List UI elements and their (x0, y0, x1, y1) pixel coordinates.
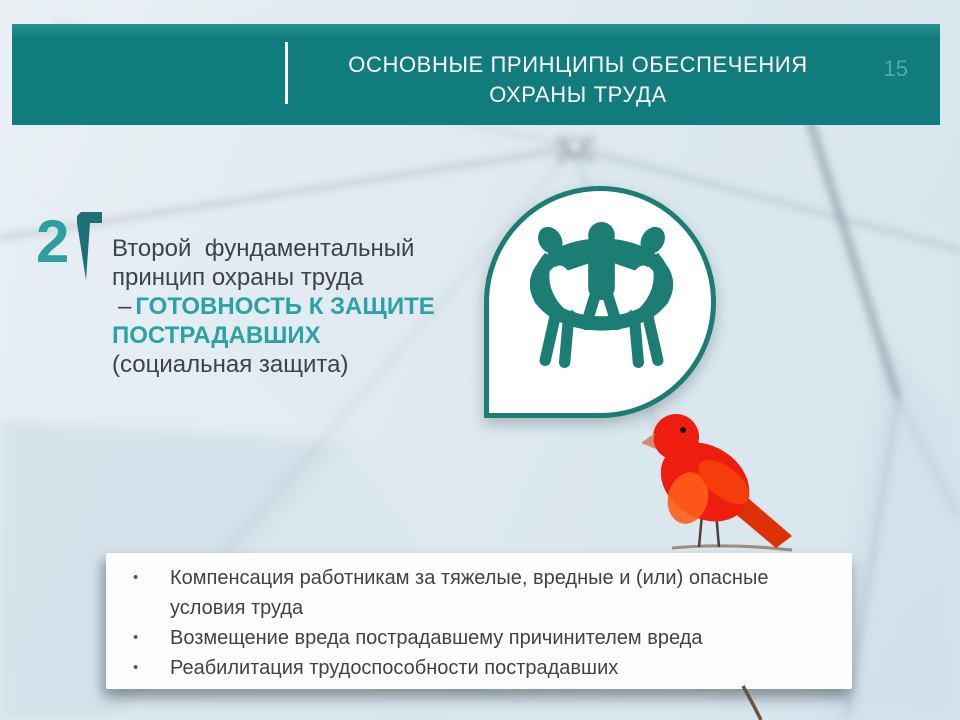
bullet-card (106, 553, 852, 689)
bullet-text (170, 563, 768, 623)
slide-number: 15 (883, 56, 908, 81)
header-bar (12, 24, 940, 125)
slide-title-line1: ОСНОВНЫЕ ПРИНЦИПЫ ОБЕСПЕЧЕНИЯ (348, 52, 808, 77)
principle-number: 2 (36, 208, 70, 275)
bullet-item (133, 623, 832, 653)
principle-emphasis-line1: ГОТОВНОСТЬ К ЗАЩИТЕ (135, 293, 435, 320)
bullet-text (170, 623, 702, 653)
bullet-2-line1: Возмещение вреда пострадавшему причинителем вреда (170, 627, 703, 649)
principle-line1: Второй фундаментальный (112, 235, 415, 262)
bullet-1-line1: Компенсация работникам за тяжелые, вредные и (или) опасные (170, 567, 769, 589)
bullet-3-line1: Реабилитация трудоспособности пострадавших (170, 657, 619, 679)
quote-corner-bracket-icon (76, 212, 102, 282)
bullet-dot: • (133, 629, 139, 646)
bullet-text (170, 653, 618, 683)
slide-title (228, 50, 928, 110)
bird-eye (680, 427, 686, 433)
bullet-dot: • (133, 569, 139, 586)
bullet-item (133, 563, 832, 623)
bullet-item (133, 653, 832, 683)
principle-dash: – (118, 293, 132, 320)
people-circle-icon (499, 221, 704, 389)
bird-perch-twig (672, 546, 792, 550)
speech-bubble (484, 186, 716, 418)
principle-note: (социальная защита) (112, 351, 349, 378)
principle-emphasis-line2: ПОСТРАДАВШИХ (112, 322, 321, 349)
bullet-dot: • (133, 659, 139, 676)
principle-line3 (112, 292, 457, 321)
principle-line2: принцип охраны труда (112, 264, 364, 291)
red-canary-bird-icon (642, 410, 814, 558)
twig-branch-icon (735, 684, 775, 720)
slide-title-line2: ОХРАНЫ ТРУДА (489, 82, 667, 107)
bullet-1-line2: условия труда (170, 597, 304, 619)
principle-text (112, 234, 457, 379)
